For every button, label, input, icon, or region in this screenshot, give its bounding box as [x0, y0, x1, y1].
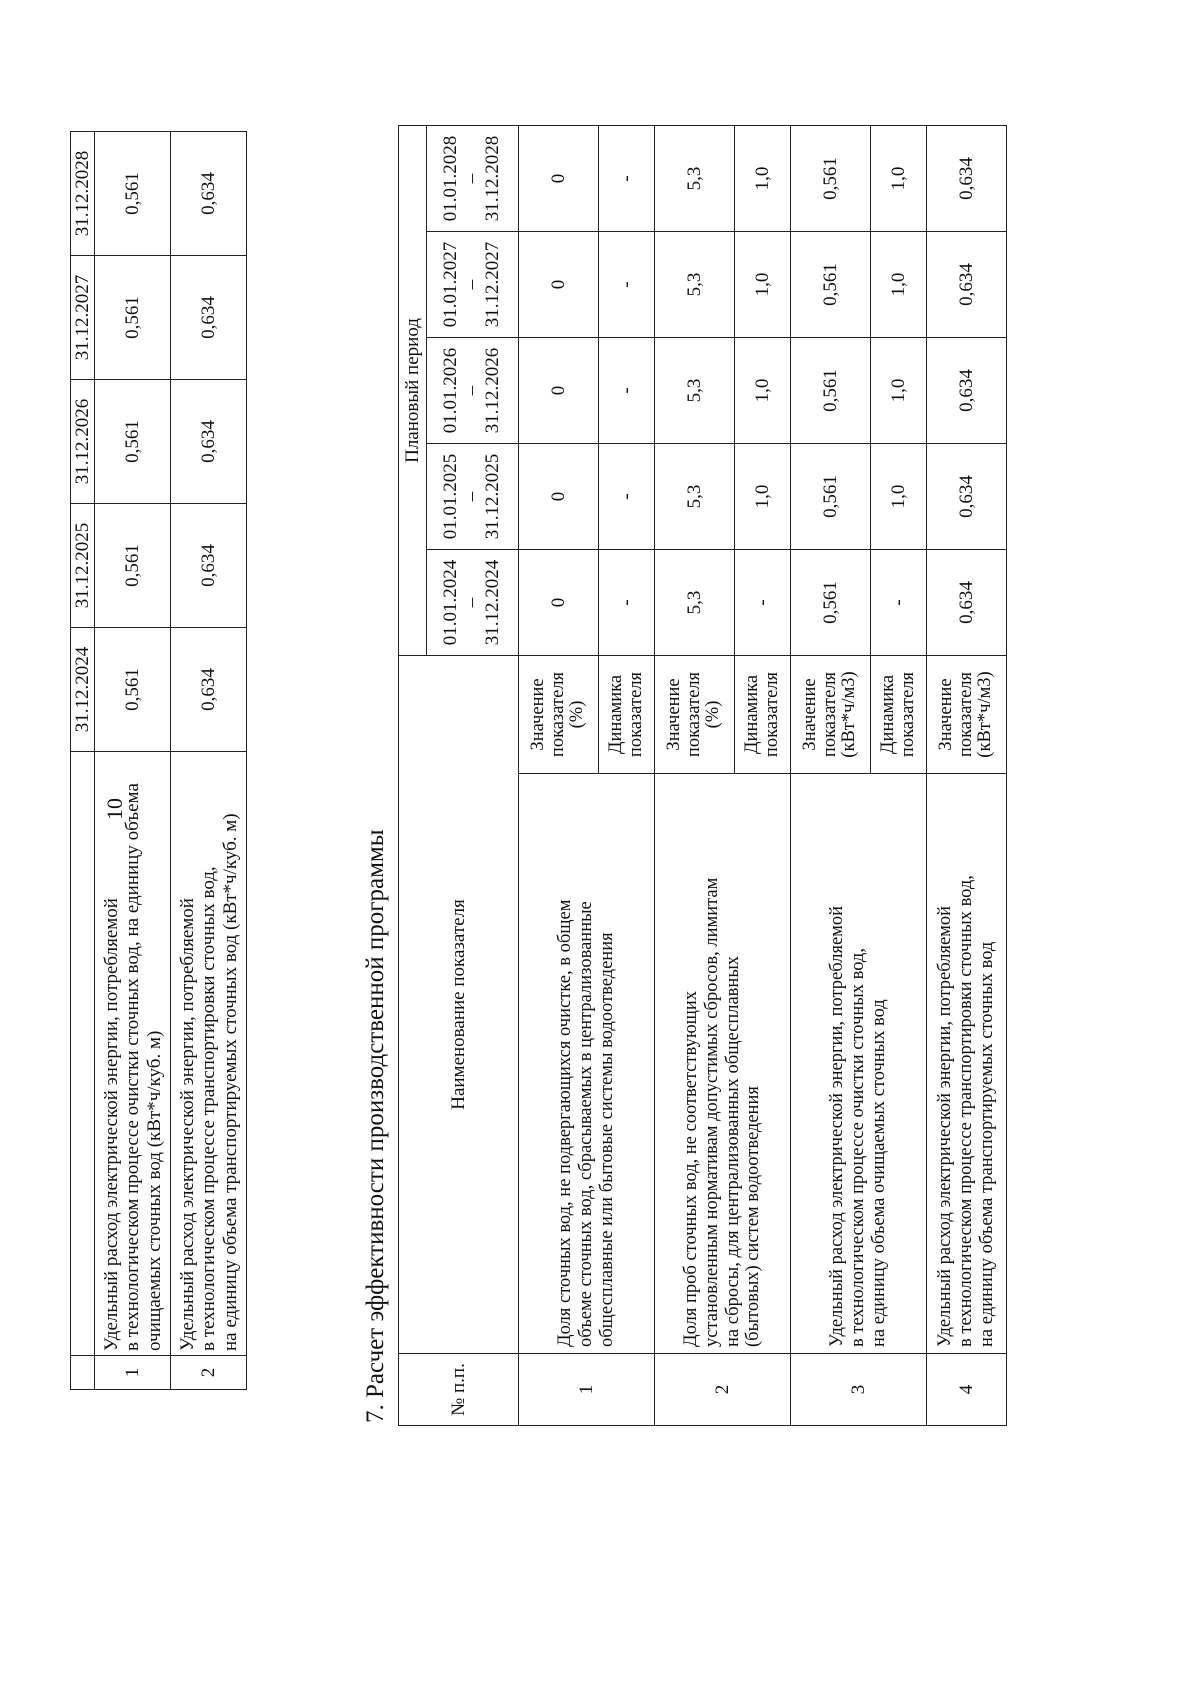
value-cell: 0	[519, 231, 599, 337]
indicator-name	[927, 774, 1007, 1354]
row-number: 2	[655, 1354, 791, 1426]
header-number: № п.п.	[399, 1354, 519, 1426]
date-header: 31.12.2027	[71, 256, 95, 380]
table-row	[655, 125, 735, 1425]
indicator-type	[927, 655, 1007, 773]
value-cell: 0,634	[171, 256, 247, 380]
indicator-label-line: (%)	[567, 700, 588, 729]
table1-header-row	[71, 132, 95, 1390]
value-cell: 0,634	[171, 504, 247, 628]
indicator-type	[519, 655, 599, 773]
name-line: Удельный расход электрической энергии, потребляемой	[101, 898, 123, 1351]
table-row	[927, 125, 1007, 1425]
header-cell-empty	[71, 752, 95, 1356]
value-cell: 1,0	[871, 443, 927, 549]
value-cell: -	[599, 125, 655, 231]
value-cell: 1,0	[735, 125, 791, 231]
indicator-type	[871, 655, 927, 773]
indicator-label-line: (%)	[703, 700, 724, 729]
table-row	[95, 132, 171, 1390]
date-header: 31.12.2026	[71, 380, 95, 504]
value-cell: -	[735, 549, 791, 655]
indicator-label-line: показателя	[625, 671, 646, 758]
period-header	[427, 231, 519, 337]
period-to: 31.12.2028	[481, 135, 503, 222]
name-line: Удельный расход электрической энергии, потребляемой	[827, 905, 848, 1347]
period-header	[427, 443, 519, 549]
value-cell: 5,3	[655, 125, 735, 231]
name-line: общесплавные или бытовые системы водоотведения	[596, 932, 617, 1347]
indicator-label-line: показателя	[761, 671, 782, 758]
period-to: 31.12.2027	[481, 241, 503, 328]
header-row	[399, 125, 427, 1425]
value-cell: 0,561	[791, 443, 871, 549]
value-cell: 0	[519, 549, 599, 655]
name-line: в технологическом процессе очистки сточных вод,	[848, 948, 869, 1347]
indicator-label-line: Динамика	[742, 674, 763, 755]
period-dash: –	[461, 173, 483, 184]
header-cell-empty	[71, 1356, 95, 1390]
indicator-label-line: показателя	[819, 671, 840, 758]
value-cell: 1,0	[735, 443, 791, 549]
value-cell: 0,634	[171, 628, 247, 752]
name-line: в технологическом процессе транспортировки сточных вод,	[198, 866, 220, 1351]
name-line: на единицу объема очищаемых сточных вод	[868, 999, 889, 1347]
value-cell: 0	[519, 125, 599, 231]
table-row	[519, 125, 599, 1425]
name-line: в технологическом процессе очистки сточных вод, на единицу объема	[122, 783, 144, 1351]
value-cell: 5,3	[655, 443, 735, 549]
name-line: Удельный расход электрической энергии, потребляемой	[935, 905, 956, 1347]
table-row	[791, 125, 871, 1425]
indicator-type	[655, 655, 735, 773]
date-header: 31.12.2028	[71, 132, 95, 256]
value-cell: 0,634	[927, 443, 1007, 549]
date-header: 31.12.2025	[71, 504, 95, 628]
indicator-label-line: Значение	[664, 678, 685, 751]
period-header	[427, 125, 519, 231]
value-cell: 0,634	[927, 231, 1007, 337]
period-to: 31.12.2025	[481, 453, 503, 540]
period-dash: –	[461, 597, 483, 608]
indicator-name	[171, 752, 247, 1356]
value-cell: 5,3	[655, 231, 735, 337]
name-line: (бытовых) систем водоотведения	[743, 1086, 764, 1347]
period-dash: –	[461, 385, 483, 396]
row-number: 1	[519, 1354, 655, 1426]
value-cell: 0	[519, 337, 599, 443]
name-line: установленным нормативам допустимых сбросов, лимитам	[701, 877, 722, 1347]
name-line: Удельный расход электрической энергии, потребляемой	[177, 898, 199, 1351]
table-row	[171, 132, 247, 1390]
indicator-label-line: показателя	[547, 671, 568, 758]
value-cell: 0,561	[95, 628, 171, 752]
indicator-label-line: показателя	[955, 671, 976, 758]
name-line: Доля сточных вод, не подвергающихся очистке, в общем	[555, 899, 576, 1347]
value-cell: -	[599, 549, 655, 655]
value-cell: 0,561	[791, 549, 871, 655]
indicator-type	[791, 655, 871, 773]
indicator-label-line: (кВт*ч/м3)	[839, 671, 860, 758]
indicator-name	[519, 774, 655, 1354]
value-cell: 0,634	[927, 549, 1007, 655]
value-cell: 1,0	[735, 337, 791, 443]
name-line: Доля проб сточных вод, не соответствующих	[681, 990, 702, 1347]
value-cell: 5,3	[655, 337, 735, 443]
indicator-label-line: Значение	[800, 678, 821, 751]
value-cell: 0,634	[927, 125, 1007, 231]
value-cell: 5,3	[655, 549, 735, 655]
value-cell: 1,0	[735, 231, 791, 337]
period-from: 01.01.2024	[440, 559, 462, 646]
value-cell: 0,561	[791, 125, 871, 231]
value-cell: 0,561	[95, 504, 171, 628]
indicator-label-line: (кВт*ч/м3)	[975, 671, 996, 758]
indicator-label-line: Значение	[528, 678, 549, 751]
value-cell: 1,0	[871, 337, 927, 443]
name-line: в технологическом процессе транспортировки сточных вод,	[956, 875, 977, 1347]
name-line: очищаемых сточных вод (кВт*ч/куб. м)	[143, 1030, 165, 1351]
value-cell: 0,561	[791, 231, 871, 337]
value-cell: -	[599, 231, 655, 337]
value-cell: 0	[519, 443, 599, 549]
header-indicator-name: Наименование показателя	[399, 655, 519, 1353]
indicator-type	[599, 655, 655, 773]
date-header: 31.12.2024	[71, 628, 95, 752]
program-efficiency-table	[398, 125, 1007, 1426]
indicator-label-line: Динамика	[606, 674, 627, 755]
period-to: 31.12.2026	[481, 347, 503, 434]
period-header	[427, 549, 519, 655]
value-cell: 1,0	[871, 231, 927, 337]
row-number: 1	[95, 1356, 171, 1390]
period-to: 31.12.2024	[481, 559, 503, 646]
name-line: на единицу объема транспортируемых сточных вод (кВт*ч/куб. м)	[219, 813, 241, 1351]
value-cell: 0,561	[95, 380, 171, 504]
indicator-label-line: Динамика	[878, 674, 899, 755]
period-from: 01.01.2026	[440, 347, 462, 434]
row-number: 4	[927, 1354, 1007, 1426]
value-cell: 0,561	[791, 337, 871, 443]
period-from: 01.01.2028	[440, 135, 462, 222]
indicator-label-line: показателя	[683, 671, 704, 758]
row-number: 2	[171, 1356, 247, 1390]
value-cell: 1,0	[871, 125, 927, 231]
value-cell: 0,634	[927, 337, 1007, 443]
value-cell: -	[599, 443, 655, 549]
row-number: 3	[791, 1354, 927, 1426]
indicator-name	[791, 774, 927, 1354]
value-cell: -	[871, 549, 927, 655]
period-header	[427, 337, 519, 443]
name-line: объеме сточных вод, сбрасываемых в централизованные	[576, 901, 597, 1347]
value-cell: 0,634	[171, 132, 247, 256]
value-cell: -	[599, 337, 655, 443]
indicator-name	[95, 752, 171, 1356]
period-dash: –	[461, 279, 483, 290]
indicator-label-line: показателя	[897, 671, 918, 758]
value-cell: 0,561	[95, 256, 171, 380]
period-dash: –	[461, 491, 483, 502]
indicator-label-line: Значение	[936, 678, 957, 751]
indicator-name	[655, 774, 791, 1354]
indicator-type	[735, 655, 791, 773]
period-from: 01.01.2027	[440, 241, 462, 328]
energy-consumption-table	[70, 131, 247, 1390]
name-line: на сбросы, для централизованных общесплавных	[722, 955, 743, 1347]
period-from: 01.01.2025	[440, 453, 462, 540]
value-cell: 0,561	[95, 132, 171, 256]
name-line: на единицу объема транспортируемых сточных вод	[976, 941, 997, 1347]
section-title: 7. Расчет эффективности производственной программы	[362, 829, 389, 1423]
value-cell: 0,634	[171, 380, 247, 504]
page-number: 10	[102, 798, 127, 820]
header-plan-period: Плановый период	[399, 125, 427, 655]
